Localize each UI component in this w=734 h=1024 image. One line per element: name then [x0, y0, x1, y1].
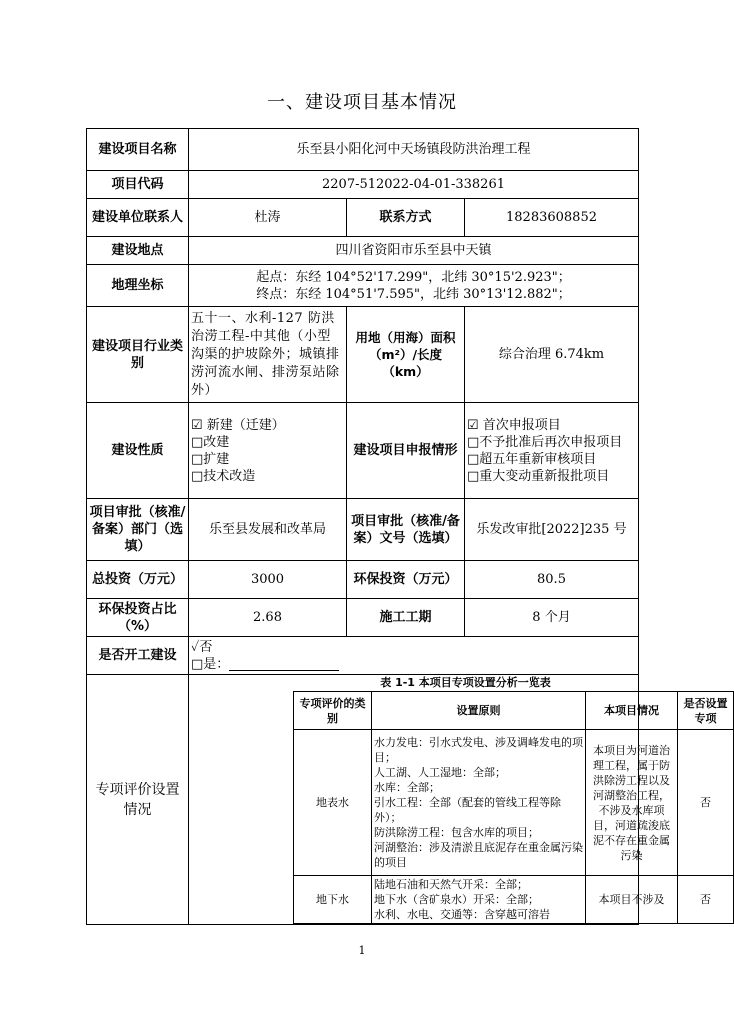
label-location: 建设地点 — [87, 237, 189, 265]
table-row — [294, 730, 734, 876]
principle-line: 地下水（含矿泉水）开采：全部； — [374, 893, 539, 906]
value-approval-no: 乐发改审批[2022]235 号 — [465, 499, 639, 561]
table-row — [294, 876, 734, 924]
basic-info-table — [86, 128, 728, 925]
started-option-yes: □是： — [191, 656, 230, 672]
page-number: 1 — [358, 944, 366, 957]
value-total-investment: 3000 — [189, 561, 347, 599]
principle-line: 水利、水电、交通等：含穿越可溶岩 — [374, 908, 550, 921]
started-option-no: ✓否 — [191, 639, 213, 655]
blank-underline — [229, 658, 339, 671]
value-project-code: 2207-512022-04-01-338261 — [189, 171, 639, 199]
special-eval-table — [293, 691, 734, 924]
coord-end: 终点：东经 104°51'7.595"，北纬 30°13'12.882"； — [256, 286, 571, 302]
subtable-cell-set: 否 — [678, 730, 734, 876]
special-eval-cell — [189, 675, 728, 925]
subtable-wrapper — [293, 675, 728, 924]
value-approval-dept: 乐至县发展和改革局 — [189, 499, 347, 561]
subtable-caption: 表 1-1 本项目专项设置分析一览表 — [380, 676, 551, 689]
application-options — [465, 403, 639, 499]
label-nature: 建设性质 — [87, 403, 189, 499]
nature-option-expand: □扩建 — [191, 451, 230, 467]
principle-line: 人工湖、人工湿地：全部； — [374, 766, 506, 779]
principle-line: 防洪除涝工程：包含水库的项目； — [374, 826, 539, 839]
nature-option-new: ☑ 新建（迁建） — [191, 417, 285, 433]
started-option-yes-row — [191, 656, 636, 673]
nature-option-tech: □技术改造 — [191, 468, 256, 484]
subtable-header-situation: 本项目情况 — [586, 692, 678, 730]
label-land-area: 用地（用海）面积（m²）/长度（km） — [347, 307, 465, 403]
subtable-header-principle: 设置原则 — [372, 692, 586, 730]
principle-line: 陆地石油和天然气开采：全部； — [374, 878, 528, 891]
nature-options — [189, 403, 347, 499]
value-land-area: 综合治理 6.74km — [465, 307, 639, 403]
coord-start: 起点：东经 104°52'17.299"，北纬 30°15'2.923"； — [256, 269, 571, 285]
value-env-ratio: 2.68 — [189, 599, 347, 637]
label-duration: 施工工期 — [347, 599, 465, 637]
subtable-header-set: 是否设置专项 — [678, 692, 734, 730]
label-started: 是否开工建设 — [87, 637, 189, 675]
value-project-name: 乐至县小阳化河中天场镇段防洪治理工程 — [189, 129, 639, 171]
value-env-investment: 80.5 — [465, 561, 639, 599]
subtable-cell-set: 否 — [678, 876, 734, 924]
subtable-cell-principle — [372, 876, 586, 924]
label-total-investment: 总投资（万元） — [87, 561, 189, 599]
subtable-cell-category: 地表水 — [294, 730, 372, 876]
started-options — [189, 637, 639, 675]
subtable-cell-category: 地下水 — [294, 876, 372, 924]
label-project-code: 项目代码 — [87, 171, 189, 199]
label-contact: 建设单位联系人 — [87, 199, 189, 237]
value-phone: 18283608852 — [465, 199, 639, 237]
value-location: 四川省资阳市乐至县中天镇 — [189, 237, 639, 265]
page-title: 一、建设项目基本情况 — [267, 92, 457, 113]
label-approval-no: 项目审批（核准/备案）文号（选填） — [347, 499, 465, 561]
label-env-ratio: 环保投资占比（%） — [87, 599, 189, 637]
application-option-major-change: □重大变动重新报批项目 — [467, 468, 610, 484]
value-duration: 8 个月 — [465, 599, 639, 637]
subtable-cell-principle — [372, 730, 586, 876]
label-special-eval: 专项评价设置情况 — [87, 675, 189, 925]
subtable-header-category: 专项评价的类别 — [294, 692, 372, 730]
application-option-resubmit: □不予批准后再次申报项目 — [467, 434, 623, 450]
principle-line: 水力发电：引水式发电、涉及调峰发电的项目； — [374, 736, 583, 764]
label-env-investment: 环保投资（万元） — [347, 561, 465, 599]
principle-line: 河湖整治：涉及清淤且底泥存在重金属污染的项目 — [374, 841, 583, 869]
label-application: 建设项目申报情形 — [347, 403, 465, 499]
nature-option-rebuild: □改建 — [191, 434, 230, 450]
application-option-first: ☑ 首次申报项目 — [467, 417, 561, 433]
value-coordinates — [189, 265, 639, 307]
label-phone: 联系方式 — [347, 199, 465, 237]
label-approval-dept: 项目审批（核准/备案）部门（选填） — [87, 499, 189, 561]
subtable-cell-situation: 本项目不涉及 — [586, 876, 678, 924]
application-option-five-year: □超五年重新审核项目 — [467, 451, 597, 467]
label-project-name: 建设项目名称 — [87, 129, 189, 171]
subtable-cell-situation: 本项目为河道治理工程，属于防洪除涝工程以及河湖整治工程，不涉及水库项目，河道疏浚底泥不存在重金属污染 — [586, 730, 678, 876]
label-industry: 建设项目行业类别 — [87, 307, 189, 403]
label-coordinates: 地理坐标 — [87, 265, 189, 307]
principle-line: 水库：全部； — [374, 781, 440, 794]
principle-line: 引水工程：全部（配套的管线工程等除外）； — [374, 796, 561, 824]
value-contact: 杜涛 — [189, 199, 347, 237]
value-industry: 五十一、水利-127 防洪治涝工程-中其他（小型沟渠的护坡除外；城镇排涝河流水闸、排涝泵站除外） — [189, 307, 347, 403]
